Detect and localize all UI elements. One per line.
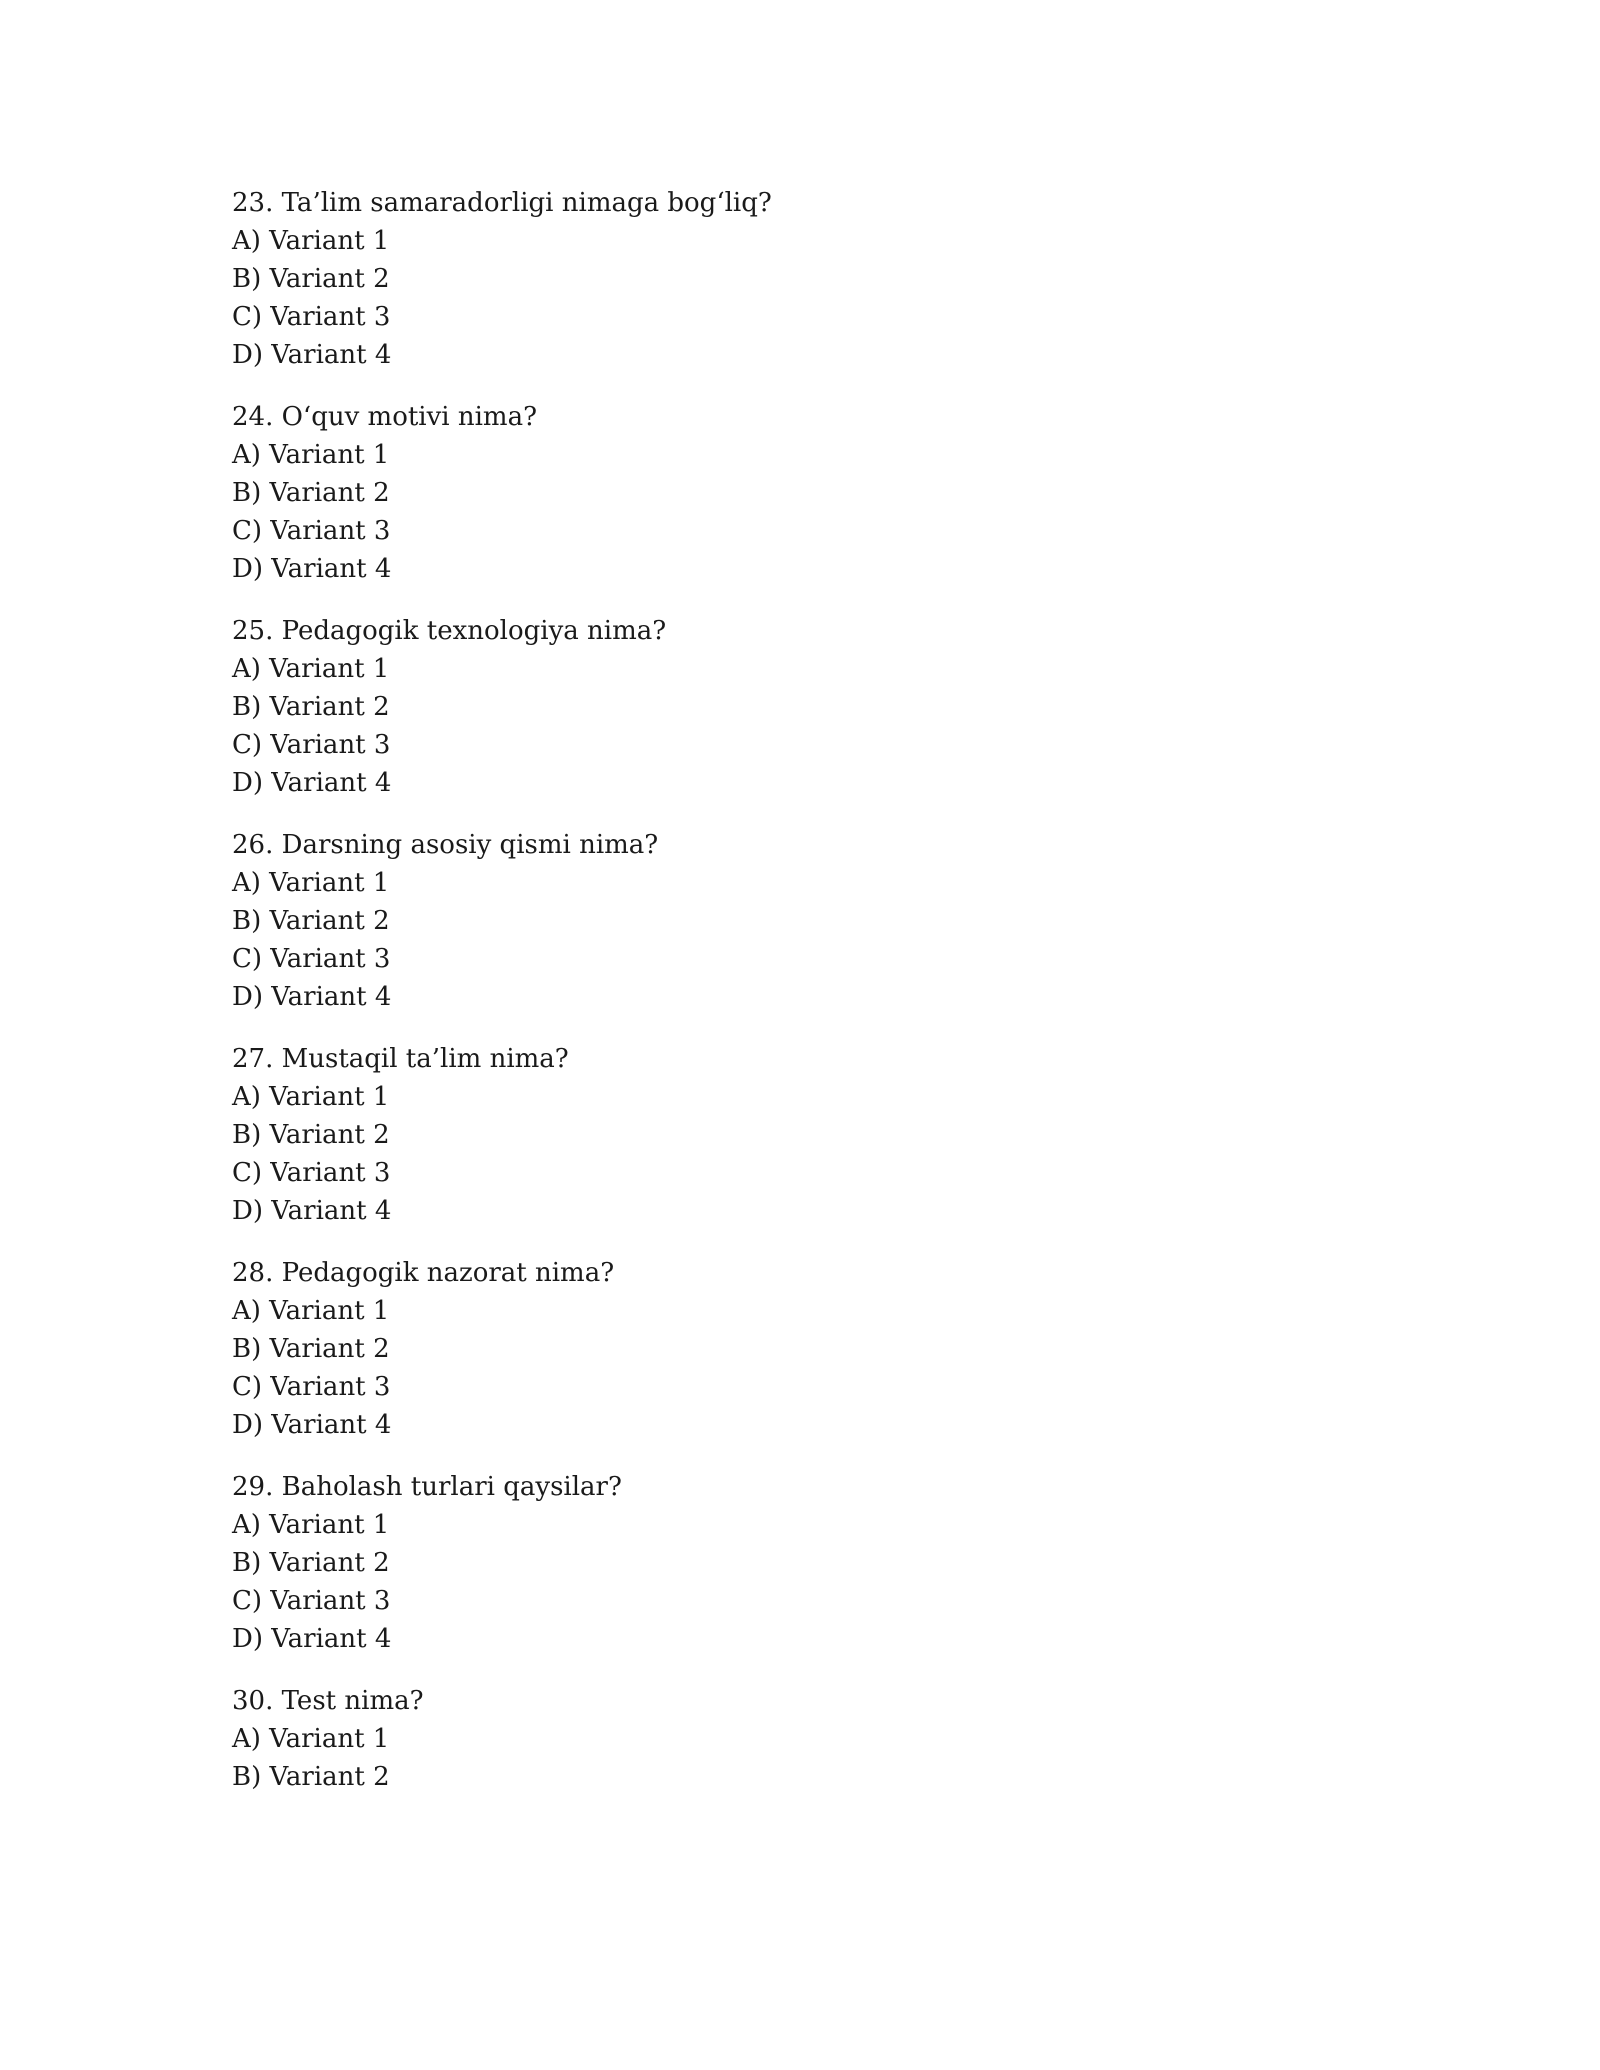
question-28 <box>232 1254 1332 1444</box>
question-25 <box>232 612 1332 802</box>
answer-option: A) Variant 1 <box>232 1724 390 1754</box>
answer-option: D) Variant 4 <box>232 1410 392 1440</box>
answer-option: A) Variant 1 <box>232 1510 390 1540</box>
answer-option: A) Variant 1 <box>232 226 390 256</box>
question-27 <box>232 1040 1332 1230</box>
question-26 <box>232 826 1332 1016</box>
question-title: 28. Pedagogik nazorat nima? <box>232 1258 615 1288</box>
question-23 <box>232 184 1332 374</box>
question-title: 24. O‘quv motivi nima? <box>232 402 538 432</box>
answer-option: B) Variant 2 <box>232 1120 390 1150</box>
answer-option: D) Variant 4 <box>232 982 392 1012</box>
answer-option: A) Variant 1 <box>232 1296 390 1326</box>
answer-option: D) Variant 4 <box>232 340 392 370</box>
answer-option: A) Variant 1 <box>232 868 390 898</box>
answer-option: C) Variant 3 <box>232 516 391 546</box>
answer-option: A) Variant 1 <box>232 440 390 470</box>
answer-option: D) Variant 4 <box>232 1624 392 1654</box>
question-title: 26. Darsning asosiy qismi nima? <box>232 830 659 860</box>
answer-option: B) Variant 2 <box>232 1762 390 1792</box>
answer-option: B) Variant 2 <box>232 1334 390 1364</box>
question-29 <box>232 1468 1332 1658</box>
answer-option: B) Variant 2 <box>232 478 390 508</box>
answer-option: C) Variant 3 <box>232 1372 391 1402</box>
question-title: 30. Test nima? <box>232 1686 424 1716</box>
answer-option: C) Variant 3 <box>232 1158 391 1188</box>
answer-option: C) Variant 3 <box>232 730 391 760</box>
question-title: 23. Ta’lim samaradorligi nimaga bog‘liq? <box>232 188 772 218</box>
answer-option: B) Variant 2 <box>232 906 390 936</box>
question-30 <box>232 1682 1332 1796</box>
document-page <box>232 184 1332 1820</box>
answer-option: C) Variant 3 <box>232 1586 391 1616</box>
answer-option: D) Variant 4 <box>232 1196 392 1226</box>
answer-option: C) Variant 3 <box>232 302 391 332</box>
answer-option: D) Variant 4 <box>232 554 392 584</box>
answer-option: D) Variant 4 <box>232 768 392 798</box>
question-title: 27. Mustaqil ta’lim nima? <box>232 1044 569 1074</box>
question-title: 29. Baholash turlari qaysilar? <box>232 1472 622 1502</box>
answer-option: B) Variant 2 <box>232 692 390 722</box>
answer-option: B) Variant 2 <box>232 1548 390 1578</box>
question-24 <box>232 398 1332 588</box>
question-title: 25. Pedagogik texnologiya nima? <box>232 616 667 646</box>
answer-option: B) Variant 2 <box>232 264 390 294</box>
answer-option: C) Variant 3 <box>232 944 391 974</box>
answer-option: A) Variant 1 <box>232 1082 390 1112</box>
answer-option: A) Variant 1 <box>232 654 390 684</box>
